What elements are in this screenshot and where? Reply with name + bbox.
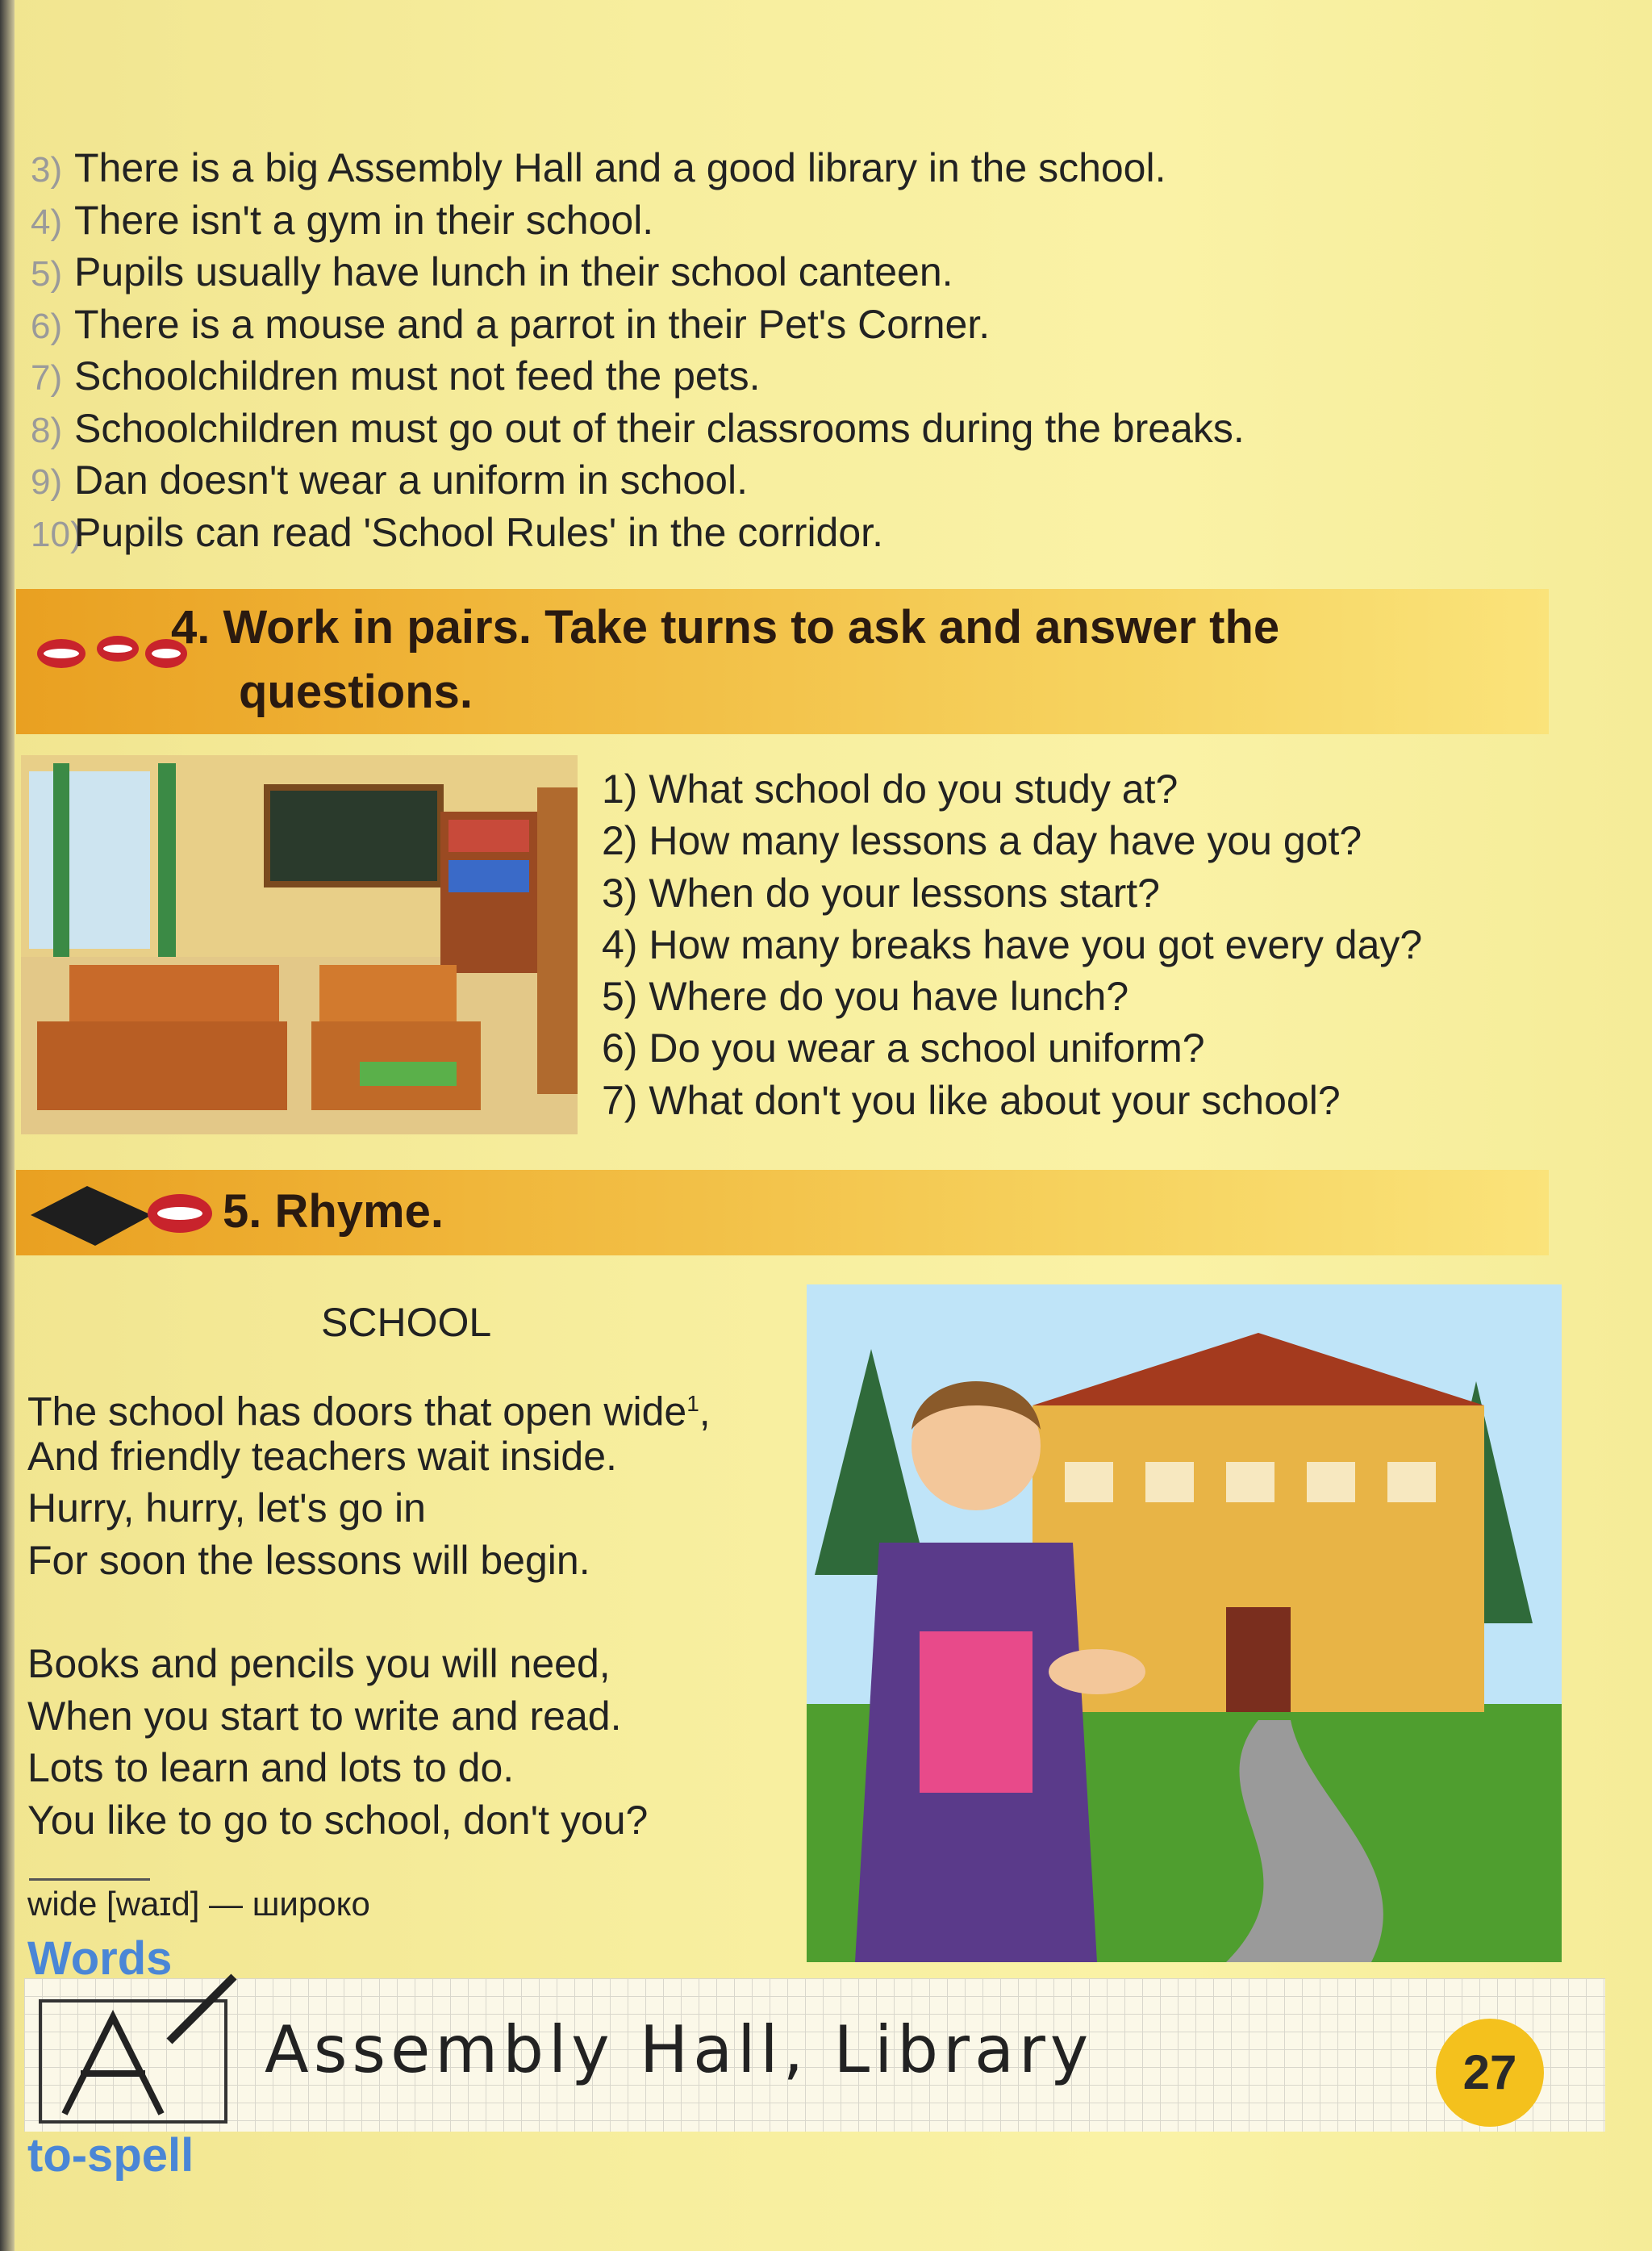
footnote: wide [waɪd] — широко [27, 1885, 370, 1923]
words-to-spell-text: Assembly Hall, Library [265, 2012, 1094, 2087]
poem-line: The school has doors that open wide$^1$, [27, 1389, 711, 1435]
school-boy-illustration [807, 1284, 1562, 1962]
task4-title-line1: 4. Work in pairs. Take turns to ask and answer the [171, 601, 1280, 654]
poem-line: You like to go to school, don't you? [27, 1797, 649, 1843]
question-item: 2) How many lessons a day have you got? [602, 818, 1362, 864]
footnote-marker: 1 [686, 1391, 699, 1416]
statement-item [31, 403, 1563, 455]
book-lips-icon [31, 1176, 232, 1249]
page-binding-edge [0, 0, 15, 2251]
statement-text: There is a big Assembly Hall and a good library in the school. [74, 145, 1166, 190]
to-spell-label: to-spell [27, 2129, 194, 2182]
statement-item [31, 142, 1563, 194]
poem-line: Hurry, hurry, let's go in [27, 1485, 426, 1531]
statement-text: There isn't a gym in their school. [74, 197, 654, 243]
task5-title: 5. Rhyme. [223, 1185, 444, 1238]
statement-number: 7) [31, 358, 63, 398]
statement-item [31, 246, 1563, 299]
poem-stanza-2 [27, 1638, 818, 1846]
statement-number: 9) [31, 462, 63, 502]
statement-number: 10) [31, 514, 82, 554]
question-item: 4) How many breaks have you got every day? [602, 921, 1423, 967]
question-item: 5) Where do you have lunch? [602, 974, 1129, 1020]
question-item: 6) Do you wear a school uniform? [602, 1025, 1205, 1071]
statement-item [31, 350, 1563, 403]
statement-item [31, 454, 1563, 507]
poem-stanza-1 [27, 1378, 818, 1586]
statement-item [31, 194, 1563, 247]
statement-list [31, 142, 1563, 558]
poem-title: SCHOOL [321, 1300, 492, 1345]
poem-line: Lots to learn and lots to do. [27, 1745, 515, 1790]
statement-number: 6) [31, 306, 63, 346]
poem-line: And friendly teachers wait inside. [27, 1433, 617, 1479]
task5-banner [16, 1170, 1549, 1255]
statement-text: Schoolchildren must go out of their classrooms during the breaks. [74, 405, 1245, 451]
speech-lips-icon [29, 613, 190, 686]
statement-text: Pupils usually have lunch in their school canteen. [74, 249, 953, 294]
statement-text: Dan doesn't wear a uniform in school. [74, 457, 748, 503]
task4-banner [16, 589, 1549, 734]
statement-item [31, 507, 1563, 559]
poem-line: For soon the lessons will begin. [27, 1537, 590, 1583]
statement-text: Schoolchildren must not feed the pets. [74, 353, 761, 399]
statement-number: 4) [31, 202, 63, 242]
statement-number: 8) [31, 410, 63, 450]
statement-number: 3) [31, 150, 63, 190]
question-item: 3) When do your lessons start? [602, 870, 1160, 916]
poem-line: When you start to write and read. [27, 1693, 622, 1739]
classroom-illustration [21, 755, 578, 1134]
statement-text: There is a mouse and a parrot in their Pet's Corner. [74, 301, 991, 347]
statement-text: Pupils can read 'School Rules' in the corridor. [74, 509, 883, 555]
statement-number: 5) [31, 254, 63, 294]
question-item: 7) What don't you like about your school? [602, 1077, 1341, 1123]
pen-icon [32, 1969, 242, 2130]
page-number: 27 [1436, 2019, 1544, 2127]
task4-question-list [602, 763, 1618, 1126]
task4-title-line2: questions. [239, 666, 473, 718]
question-item: 1) What school do you study at? [602, 766, 1179, 812]
words-label: Words [27, 1932, 173, 1985]
statement-item [31, 299, 1563, 351]
footnote-divider [29, 1878, 150, 1881]
poem-line: Books and pencils you will need, [27, 1641, 611, 1686]
